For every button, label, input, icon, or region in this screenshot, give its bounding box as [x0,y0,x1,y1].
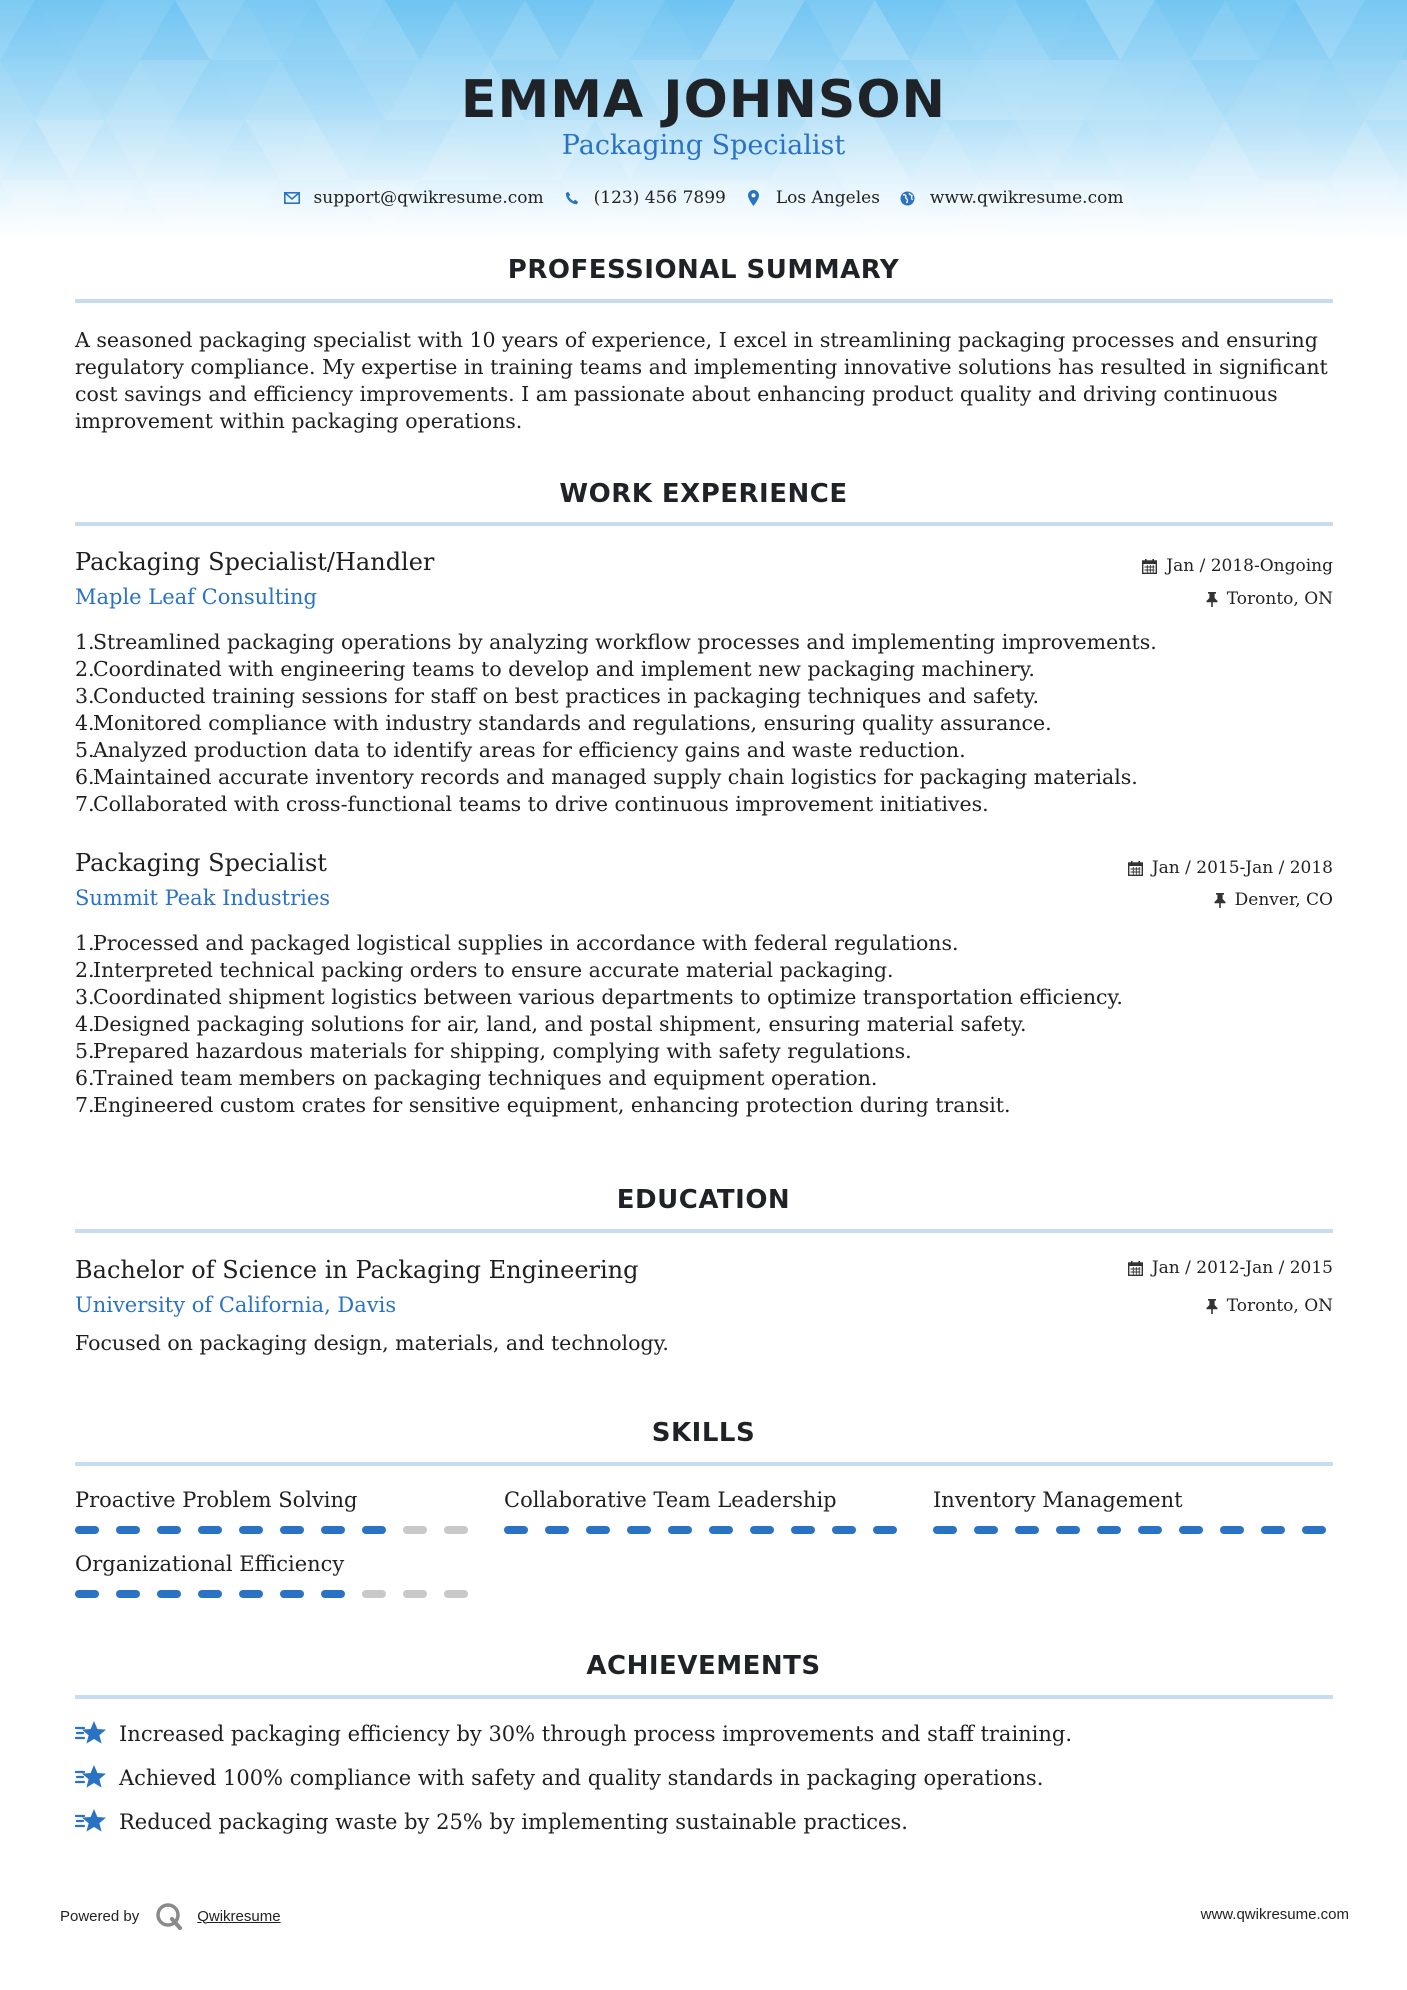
candidate-name: EMMA JOHNSON [460,70,947,130]
skill-dash [444,1590,468,1598]
qwikresume-logo [155,1902,183,1930]
education-dates-text: Jan / 2012-Jan / 2015 [1151,1258,1333,1278]
achievements-heading: ACHIEVEMENTS [586,1651,821,1681]
list-item: 2. Interpreted technical packing orders to ensure accurate material packaging. [75,958,894,982]
education-dates [1128,1258,1333,1278]
skills-heading: SKILLS [651,1418,756,1448]
summary-text: A seasoned packaging specialist with 10 years of experience, I excel in streamlining packaging processes and ensuring regulatory compliance. My expertise in training teams and implementing innovative solutions has resulted in significant cost savings and efficiency improvements. I am passionate about enhancing product quality and driving continuous improvement within packaging operations. [75,328,1328,433]
calendar-icon [1142,559,1157,574]
job-2-responsibilities [75,930,1333,1119]
experience-divider [75,522,1333,526]
globe-icon [900,191,916,206]
achievement-text: Increased packaging efficiency by 30% through process improvements and staff training. [119,1722,1073,1746]
star-icon [75,1764,107,1792]
list-item: 6. Maintained accurate inventory records and managed supply chain logistics for packaging materials. [75,765,1138,789]
envelope-icon [284,192,300,204]
skill-dash [933,1526,957,1534]
job-1-company: Maple Leaf Consulting [75,585,318,609]
achievement-item [75,1808,908,1836]
skill-dash [832,1526,856,1534]
job-2-role: Packaging Specialist [75,849,327,877]
skill-dash [1097,1526,1121,1534]
pushpin-icon [1206,592,1218,607]
skill-dash [791,1526,815,1534]
education-degree: Bachelor of Science in Packaging Engineering [75,1256,639,1284]
skill-dash [873,1526,897,1534]
summary-heading: PROFESSIONAL SUMMARY [507,255,900,285]
pushpin-icon [1206,1299,1218,1314]
skill-dash [75,1526,99,1534]
list-item: 5. Prepared hazardous materials for shipping, complying with safety regulations. [75,1039,912,1063]
job-1-dates [1142,556,1333,576]
skill-dash [504,1526,528,1534]
education-heading: EDUCATION [616,1185,791,1215]
skill-dash [157,1526,181,1534]
contact-email[interactable] [284,188,544,208]
skill-dash [1056,1526,1080,1534]
skill-3-name: Inventory Management [933,1488,1183,1512]
pushpin-icon [1214,893,1226,908]
skill-dash [403,1590,427,1598]
contact-email-text: support@qwikresume.com [313,188,544,208]
calendar-icon [1128,861,1143,876]
job-1-location-text: Toronto, ON [1226,589,1333,609]
star-icon [75,1808,107,1836]
star-icon [75,1720,107,1748]
achievement-item [75,1764,1043,1792]
job-2-dates-text: Jan / 2015-Jan / 2018 [1151,858,1333,878]
contact-location-text: Los Angeles [775,188,880,208]
skill-dash [75,1590,99,1598]
skill-2-name: Collaborative Team Leadership [504,1488,837,1512]
skill-1-level [75,1526,468,1534]
skill-dash [444,1526,468,1534]
achievement-text: Reduced packaging waste by 25% by implementing sustainable practices. [119,1810,908,1834]
education-description: Focused on packaging design, materials, and technology. [75,1331,669,1355]
list-item: 5. Analyzed production data to identify areas for efficiency gains and waste reduction. [75,738,966,762]
skill-dash [116,1590,140,1598]
skill-dash [750,1526,774,1534]
skill-dash [321,1590,345,1598]
map-marker-icon [746,190,762,206]
skill-4-level [75,1590,468,1598]
job-2-location [1214,890,1333,910]
skills-divider [75,1462,1333,1466]
list-item: 3. Coordinated shipment logistics between various departments to optimize transportation efficiency. [75,985,1123,1009]
skill-dash [198,1526,222,1534]
job-1-location [1206,589,1333,609]
skill-dash [321,1526,345,1534]
skill-dash [1261,1526,1285,1534]
list-item: 7. Engineered custom crates for sensitive equipment, enhancing protection during transit. [75,1093,1011,1117]
skill-4-name: Organizational Efficiency [75,1552,345,1576]
education-divider [75,1229,1333,1233]
footer-powered-by [60,1902,281,1930]
candidate-title: Packaging Specialist [561,130,846,161]
skill-dash [280,1590,304,1598]
contact-website-text: www.qwikresume.com [929,188,1124,208]
list-item: 4. Monitored compliance with industry standards and regulations, ensuring quality assurance. [75,711,1052,735]
education-location-text: Toronto, ON [1226,1296,1333,1316]
contact-website[interactable] [900,188,1124,208]
skill-dash [1015,1526,1039,1534]
skill-dash [1179,1526,1203,1534]
list-item: 4. Designed packaging solutions for air, land, and postal shipment, ensuring material safety. [75,1012,1027,1036]
list-item: 7. Collaborated with cross-functional teams to drive continuous improvement initiatives. [75,792,989,816]
powered-by-label: Powered by [60,1907,140,1925]
contact-bar [0,188,1407,208]
skill-dash [668,1526,692,1534]
skill-dash [362,1526,386,1534]
list-item: 2. Coordinated with engineering teams to develop and implement new packaging machinery. [75,657,1035,681]
skill-3-level [933,1526,1326,1534]
skill-dash [198,1590,222,1598]
achievement-text: Achieved 100% compliance with safety and quality standards in packaging operations. [119,1766,1044,1790]
skill-dash [1302,1526,1326,1534]
skill-dash [280,1526,304,1534]
job-1-responsibilities [75,629,1333,818]
skill-dash [157,1590,181,1598]
list-item: 1. Processed and packaged logistical supplies in accordance with federal regulations. [75,931,959,955]
education-location [1206,1296,1333,1316]
contact-phone-text: (123) 456 7899 [593,188,726,208]
skill-dash [116,1526,140,1534]
skill-dash [586,1526,610,1534]
skill-dash [627,1526,651,1534]
skill-dash [545,1526,569,1534]
job-2-location-text: Denver, CO [1234,890,1333,910]
skill-dash [974,1526,998,1534]
experience-heading: WORK EXPERIENCE [559,479,848,509]
skill-dash [1138,1526,1162,1534]
summary-divider [75,299,1333,303]
calendar-icon [1128,1261,1143,1276]
list-item: 6. Trained team members on packaging techniques and equipment operation. [75,1066,878,1090]
education-school: University of California, Davis [75,1293,397,1317]
job-2-company: Summit Peak Industries [75,886,331,910]
job-1-dates-text: Jan / 2018-Ongoing [1166,556,1333,576]
contact-phone[interactable] [564,188,726,208]
brand-link[interactable]: Qwikresume [197,1907,281,1925]
achievement-item [75,1720,1072,1748]
skill-dash [239,1590,263,1598]
contact-location [746,188,880,208]
skill-dash [362,1590,386,1598]
skill-dash [403,1526,427,1534]
skill-dash [239,1526,263,1534]
skill-2-level [504,1526,897,1534]
skill-1-name: Proactive Problem Solving [75,1488,358,1512]
achievements-divider [75,1695,1333,1699]
footer-website[interactable]: www.qwikresume.com [1200,1906,1349,1923]
job-1-role: Packaging Specialist/Handler [75,548,435,576]
list-item: 3. Conducted training sessions for staff on best practices in packaging techniques and safety. [75,684,1039,708]
list-item: 1. Streamlined packaging operations by analyzing workflow processes and implementing improvements. [75,630,1157,654]
skill-dash [709,1526,733,1534]
job-2-dates [1128,858,1333,878]
skill-dash [1220,1526,1244,1534]
phone-icon [564,191,580,205]
